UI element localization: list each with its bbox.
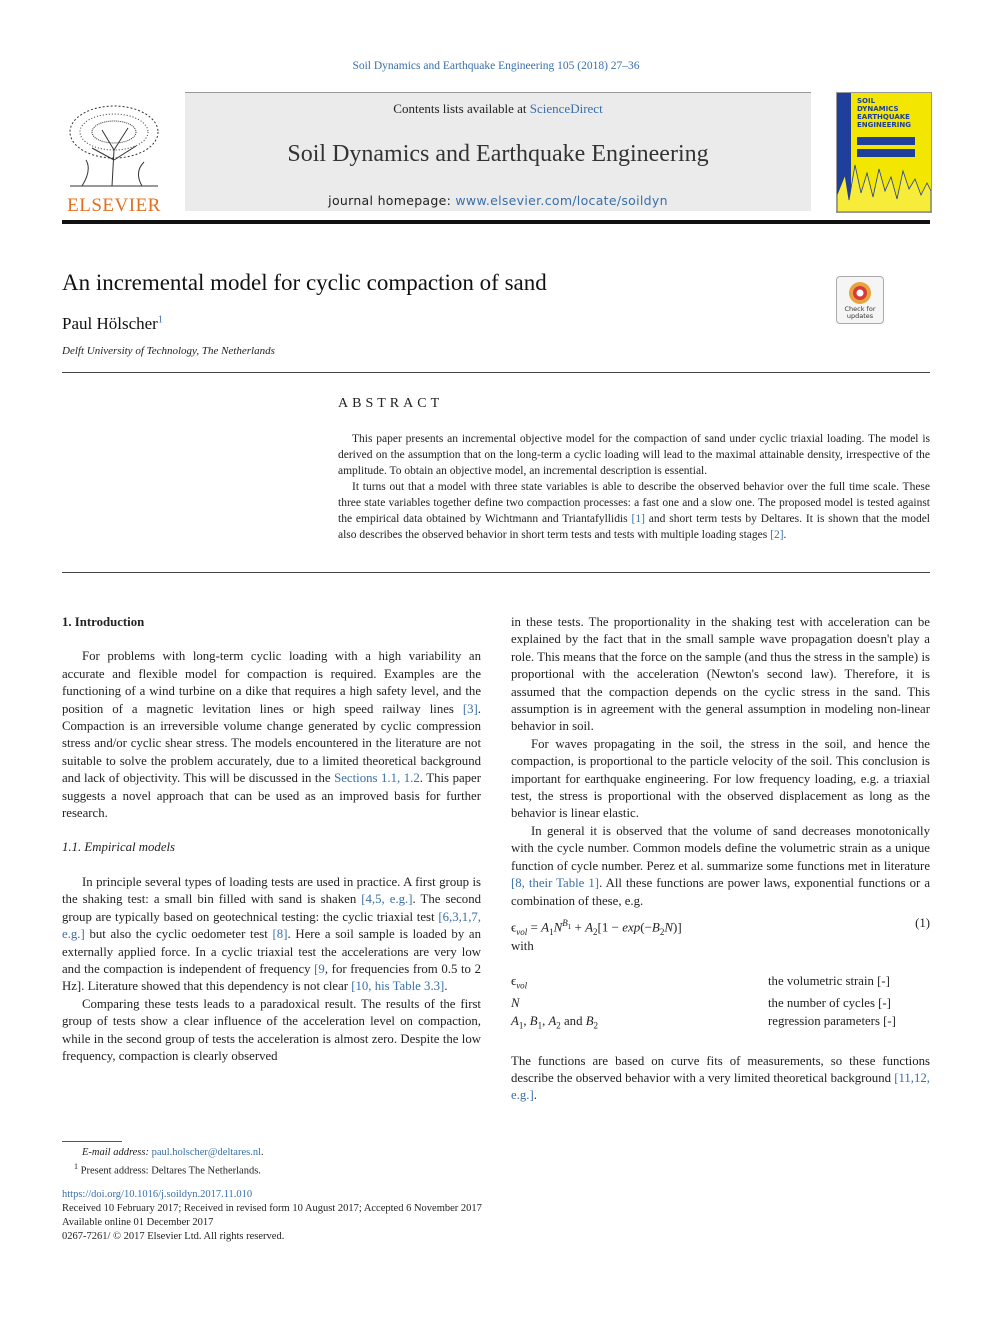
- body-text: . Here a soil sample is loaded by an externally applied force. In a cyclic triaxial test the accelerations are very low and the compaction is independent of frequency: [62, 927, 481, 976]
- badge-label: Check for updates: [844, 305, 876, 320]
- ref-link[interactable]: [9: [314, 961, 325, 976]
- ref-link[interactable]: [8, their Table 1]: [511, 876, 600, 891]
- ref-link[interactable]: [1]: [631, 513, 645, 525]
- journal-citation[interactable]: Soil Dynamics and Earthquake Engineering 105 (2018) 27–36: [352, 60, 640, 72]
- body-text: .: [444, 979, 448, 994]
- history-dates: Received 10 February 2017; Received in revised form 10 August 2017; Accepted 6 November 2017: [62, 1203, 482, 1214]
- homepage-line: [185, 193, 811, 208]
- right-column: [511, 614, 930, 1105]
- variable-description: the volumetric strain [-]: [768, 974, 890, 989]
- abstract-text: .: [783, 529, 787, 541]
- ref-link[interactable]: [6,3,1,7, e.g.]: [62, 909, 481, 942]
- article-title: An incremental model for cyclic compaction of sand: [62, 270, 547, 295]
- section-rule: [62, 372, 930, 373]
- footnote-rule: [62, 1141, 122, 1142]
- cover-line: EARTHQUAKE: [857, 113, 910, 121]
- footnote-mark: 1: [74, 1162, 78, 1171]
- equation-1: [511, 912, 930, 936]
- ref-link[interactable]: [4,5, e.g.]: [361, 892, 413, 907]
- abstract-body: [338, 431, 930, 543]
- body-text: but also the cyclic oedometer test: [84, 927, 273, 942]
- abstract-paragraph: [338, 479, 930, 543]
- section-link[interactable]: Sections 1.1, 1.2: [334, 771, 420, 786]
- elsevier-wordmark: ELSEVIER: [67, 195, 161, 216]
- equation-formula: $\epsilon_{vol} = A_1N^{B_1} + A_2[1 - \exp(-B_2N)]$: [511, 917, 682, 937]
- footnote-text: Present address: Deltares The Netherlands.: [78, 1165, 261, 1177]
- email-link[interactable]: paul.holscher@deltares.nl: [151, 1147, 261, 1158]
- body-paragraph: in these tests. The proportionality in the shaking test with acceleration can be explained by the fact that in the small sample wave propagation doesn't play a role. This means that the force on the sample (and thus the stress in the sample) is proportional with the acceleration (Newton's second law). Therefore, it is assumed that the compaction depends on the cyclic stress in the sand. This assumption is in agreement with the general assumption in modeling non-linear behavior in soil.: [511, 615, 930, 734]
- footnote-text: .: [261, 1147, 264, 1158]
- variable-description: regression parameters [-]: [768, 1013, 896, 1028]
- journal-cover[interactable]: [836, 92, 932, 213]
- header-rule: [62, 220, 930, 224]
- ref-link[interactable]: [2]: [770, 529, 784, 541]
- table-row: [511, 995, 930, 1012]
- abstract-text: and short term tests by Deltares. It is shown that the model also describes the observed behavior in short term tests and tests with multiple loading stages: [338, 513, 931, 541]
- table-row: [511, 1013, 930, 1035]
- contents-line: [185, 101, 811, 117]
- variable-table: [511, 973, 930, 1034]
- body-text: In general it is observed that the volume of sand decreases monotonically with the cycle number. Common models define the volumetric strain as a unique function of cycle number. Perez et al. summarize some functions met in literature: [511, 823, 930, 873]
- author-text: Paul Hölscher: [62, 314, 158, 333]
- available-online: Available online 01 December 2017: [62, 1217, 214, 1228]
- body-text: For problems with long-term cyclic loading with a high variability an accurate and flexible model for compaction is required. Examples are the functioning of a wind turbine on a dike that requires a high safety level, and the position of a magnetic levitation lines or high speed railway lines: [62, 649, 481, 716]
- body-text: , for frequencies from 0.5 to 2 Hz]. Literature showed that this dependency is not clear: [62, 961, 481, 994]
- body-text: . Compaction is an irreversible volume change generated by cyclic compression stress and/or cyclic shear stress. The models encountered in the literature are not suitable to solve the problem accurately, due to a limited theoretical background and lack of objectivity. This will be discussed in the: [62, 701, 481, 786]
- homepage-prefix: journal homepage:: [328, 193, 456, 208]
- body-text: . All these functions are power laws, exponential functions or a combination of these, e.g.: [511, 876, 930, 908]
- cover-title: [857, 97, 911, 129]
- equation-number: (1): [915, 915, 930, 930]
- variable-symbol: $\epsilon_{vol}$: [511, 974, 528, 991]
- elsevier-tree-icon: [62, 100, 166, 188]
- affiliation: Delft University of Technology, The Netherlands: [62, 345, 275, 357]
- sciencedirect-link[interactable]: ScienceDirect: [529, 101, 603, 116]
- body-text: . This paper suggests a novel approach that can be used as an improved basis for further research.: [62, 771, 481, 821]
- body-text: . The second group are typically based on geotechnical testing: the cyclic triaxial test: [62, 892, 481, 924]
- author-name: [62, 314, 163, 334]
- homepage-link[interactable]: www.elsevier.com/locate/soildyn: [455, 193, 668, 208]
- article-meta: [62, 1188, 930, 1244]
- abstract-text: It turns out that a model with three state variables is able to describe the observed behavior over the full time scale. These three state variables together define two compaction processes: a fast one and a slow one. The proposed model is tested against the empirical data obtained by Wichtmann and Triantafyllidis: [338, 481, 930, 525]
- email-label: E-mail address:: [82, 1147, 152, 1158]
- copyright: 0267-7261/ © 2017 Elsevier Ltd. All rights reserved.: [62, 1231, 285, 1242]
- section-heading: 1. Introduction: [62, 615, 145, 629]
- email-footnote: [62, 1146, 562, 1160]
- address-footnote: [62, 1160, 562, 1179]
- journal-title: Soil Dynamics and Earthquake Engineering: [287, 141, 709, 167]
- cover-line: ENGINEERING: [857, 121, 912, 129]
- cover-line: SOIL: [857, 97, 876, 105]
- comparison-paragraph: Comparing these tests leads to a paradoxical result. The results of the first group of tests show a clear influence of the acceleration level on compaction, while in the second group of tests the acceleration is almost zero. Despite the low frequency, compaction is clearly observed: [62, 996, 481, 1063]
- variable-description: the number of cycles [-]: [768, 996, 891, 1011]
- ref-link[interactable]: [11,12, e.g.]: [511, 1071, 930, 1103]
- subsection-heading: 1.1. Empirical models: [62, 840, 176, 855]
- section-rule: [62, 572, 930, 573]
- check-updates-icon: [837, 279, 883, 307]
- variable-symbol: N: [511, 996, 520, 1011]
- table-row: [511, 973, 930, 995]
- body-text: In principle several types of loading tests are used in practice. A first group is the shaking test: a small bin filled with sand is shaken: [62, 874, 481, 907]
- author-footnote-mark[interactable]: 1: [157, 314, 163, 326]
- ref-link[interactable]: [3]: [462, 701, 478, 716]
- intro-paragraph: [62, 648, 481, 822]
- journal-banner: [185, 92, 811, 211]
- abstract-heading: ABSTRACT: [338, 396, 444, 411]
- cover-seismograph-icon: [837, 155, 931, 212]
- body-paragraph: [511, 823, 930, 910]
- body-paragraph: [511, 1053, 930, 1105]
- cover-band: [857, 137, 915, 145]
- doi-link[interactable]: https://doi.org/10.1016/j.soildyn.2017.11.010: [62, 1189, 253, 1200]
- contents-prefix: Contents lists available at: [393, 101, 530, 116]
- ref-link[interactable]: [10, his Table 3.3]: [351, 979, 445, 994]
- left-column: [62, 614, 481, 1065]
- check-for-updates-badge[interactable]: [836, 276, 884, 324]
- body-text: .: [533, 1088, 537, 1103]
- elsevier-logo: [62, 100, 166, 216]
- body-paragraph: For waves propagating in the soil, the stress in the soil, and hence the compaction, is proportional to the particle velocity of the soil. This conclusion is important for earthquake engineering. For low frequency loading, e.g. a triaxial test, the stress is proportional with the observed displacement as long as the behavior is linear elastic.: [511, 736, 930, 821]
- variable-symbol: $A_1$, $B_1$, $A_2$ and $B_2$: [511, 1013, 599, 1031]
- abstract-paragraph: This paper presents an incremental objective model for the compaction of sand under cyclic triaxial loading. The model is derived on the assumption that on the long-term a cyclic loading will lead to the maximal attainable density, irrespective of the amplitude. To obtain an objective model, an incremental description is essential.: [338, 433, 930, 477]
- with-label: with: [511, 938, 534, 953]
- cover-line: DYNAMICS: [857, 105, 899, 113]
- body-text: The functions are based on curve fits of measurements, so these functions describe the observed behavior with a very limited theoretical background: [511, 1053, 930, 1086]
- ref-link[interactable]: [8]: [272, 927, 288, 942]
- empirical-paragraph: [62, 874, 481, 996]
- footnotes: [62, 1146, 562, 1179]
